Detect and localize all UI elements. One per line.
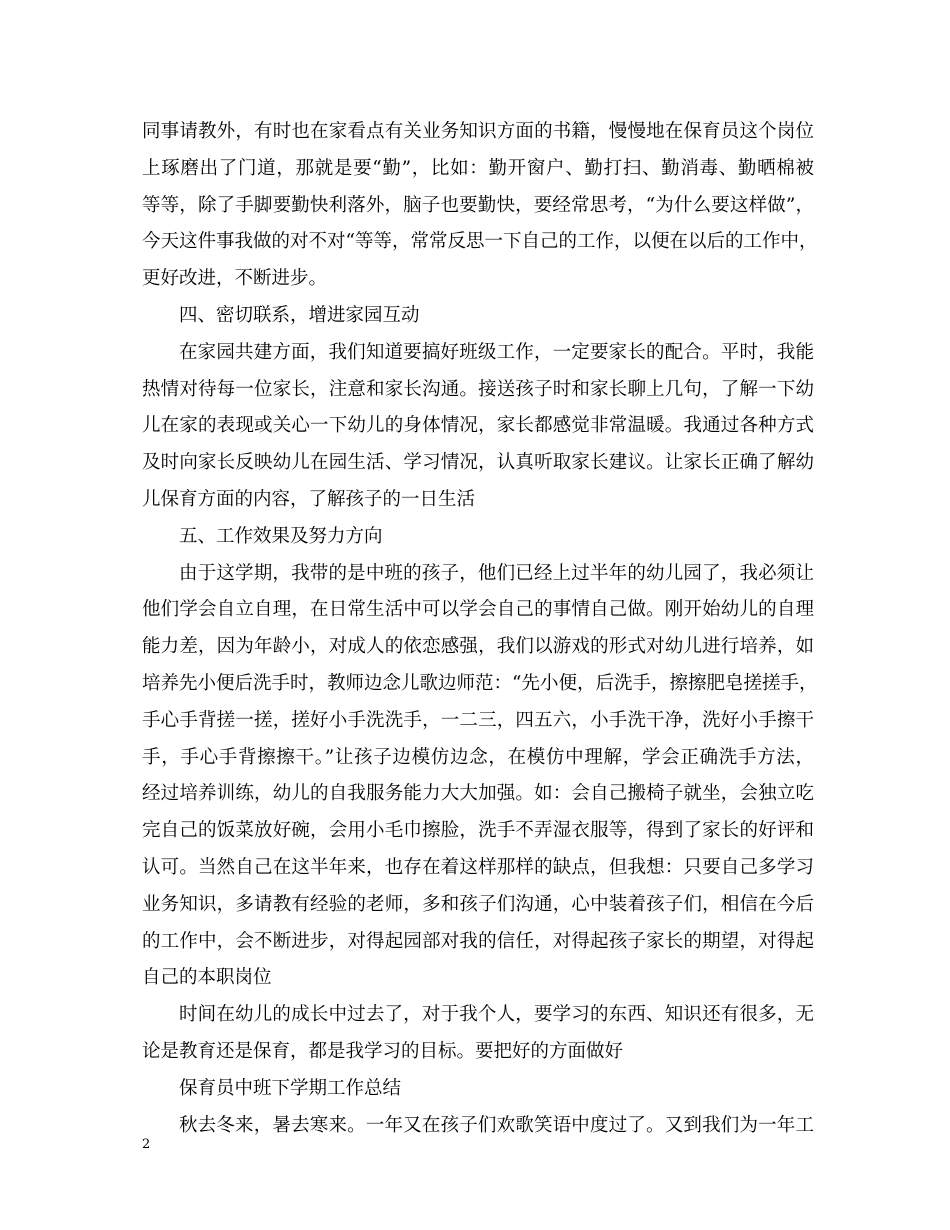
- text-line: 今天这件事我做的对不对“等等，常常反思一下自己的工作，以便在以后的工作中，: [142, 231, 818, 253]
- text-line: 保育员中班下学期工作总结: [179, 1077, 402, 1099]
- text-line: 儿在家的表现或关心一下幼儿的身体情况，家长都感觉非常温暖。我通过各种方式: [142, 415, 814, 437]
- text-line: 在家园共建方面，我们知道要搞好班级工作，一定要家长的配合。平时，我能: [179, 341, 814, 363]
- text-line: 四、密切联系，增进家园互动: [179, 304, 420, 326]
- text-line: 自己的本职岗位: [142, 967, 272, 989]
- text-line: 由于这学期，我带的是中班的孩子，他们已经上过半年的幼儿园了，我必须让: [179, 562, 814, 584]
- text-line: 等等，除了手脚要勤快利落外，脑子也要勤快，要经常思考，“为什么要这样做”，: [142, 194, 814, 216]
- text-line: 上琢磨出了门道，那就是要“勤”，比如：勤开窗户、勤打扫、勤消毒、勤晒棉被: [142, 157, 814, 179]
- body-text: [142, 114, 818, 1144]
- text-line: 能力差，因为年龄小，对成人的依恋感强，我们以游戏的形式对幼儿进行培养，如: [142, 636, 814, 658]
- text-line: 热情对待每一位家长，注意和家长沟通。接送孩子时和家长聊上几句，了解一下幼: [142, 378, 814, 400]
- text-line: 手，手心手背擦擦干。”让孩子边模仿边念，在模仿中理解，学会正确洗手方法，: [142, 746, 814, 768]
- text-line: 业务知识，多请教有经验的老师，多和孩子们沟通，心中装着孩子们，相信在今后: [142, 893, 814, 915]
- text-line: 培养先小便后洗手时，教师边念儿歌边师范：“先小便，后洗手，擦擦肥皂搓搓手，: [142, 672, 818, 694]
- page-number: 2: [142, 1137, 151, 1152]
- text-line: 儿保育方面的内容，了解孩子的一日生活: [142, 488, 476, 510]
- text-line: 认可。当然自己在这半年来，也存在着这样那样的缺点，但我想：只要自己多学习: [142, 856, 814, 878]
- text-line: 论是教育还是保育，都是我学习的目标。要把好的方面做好: [142, 1040, 624, 1062]
- text-line: 秋去冬来，暑去寒来。一年又在孩子们欢歌笑语中度过了。又到我们为一年工: [179, 1114, 814, 1136]
- text-line: 同事请教外，有时也在家看点有关业务知识方面的书籍，慢慢地在保育员这个岗位: [142, 121, 814, 142]
- text-line: 五、工作效果及努力方向: [179, 525, 383, 547]
- text-line: 完自己的饭菜放好碗，会用小毛巾擦脸，洗手不弄湿衣服等，得到了家长的好评和: [142, 820, 814, 842]
- text-line: 更好改进，不断进步。: [142, 268, 328, 290]
- text-line: 及时向家长反映幼儿在园生活、学习情况，认真听取家长建议。让家长正确了解幼: [142, 452, 814, 474]
- text-line: 时间在幼儿的成长中过去了，对于我个人，要学习的东西、知识还有很多，无: [179, 1004, 814, 1026]
- text-line: 经过培养训练，幼儿的自我服务能力大大加强。如：会自己搬椅子就坐，会独立吃: [142, 783, 814, 805]
- text-line: 手心手背搓一搓，搓好小手洗洗手，一二三，四五六，小手洗干净，洗好小手擦干: [142, 709, 814, 731]
- text-line: 他们学会自立自理，在日常生活中可以学会自己的事情自己做。刚开始幼儿的自理: [142, 599, 814, 621]
- text-line: 的工作中，会不断进步，对得起园部对我的信任，对得起孩子家长的期望，对得起: [142, 930, 814, 952]
